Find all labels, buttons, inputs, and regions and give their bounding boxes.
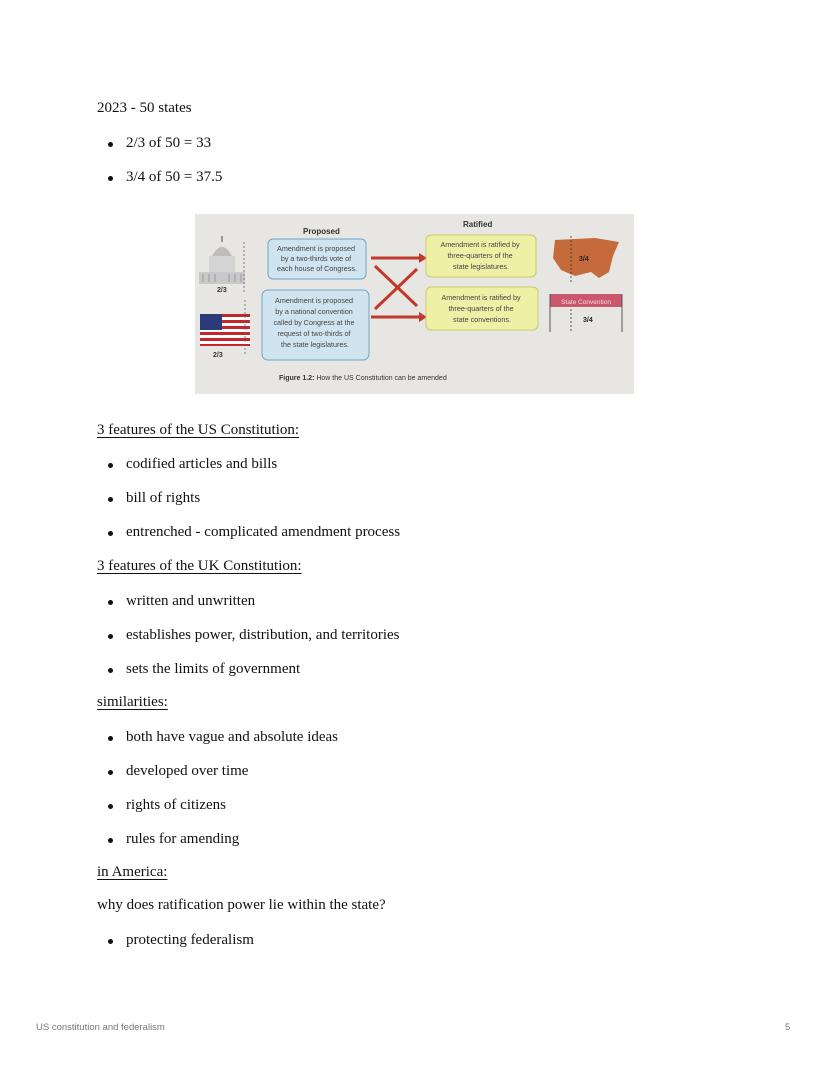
list-item: developed over time [126,763,249,779]
footer-title: US constitution and federalism [36,1022,165,1033]
bullet-dot [108,600,113,605]
flag-fraction-label: 2/3 [213,352,223,359]
bullet-dot [108,939,113,944]
bullet-dot [108,838,113,843]
ratified-conventions-text: Amendment is ratified by three-quarters of the state conventions. [441,293,521,324]
us-flag-icon [200,300,250,354]
capitol-icon [199,236,245,294]
banner-text: State Convention [561,299,611,306]
list-item: sets the limits of government [126,661,301,677]
bullet-dot [108,176,113,181]
list-item: 3/4 of 50 = 37.5 [126,169,223,185]
bullet-dot [108,634,113,639]
bullet-dot [108,770,113,775]
uk-features-heading: 3 features of the UK Constitution: [97,558,302,574]
bullet-dot [108,463,113,468]
ratification-question: why does ratification power lie within the state? [97,897,386,913]
bullet-dot [108,736,113,741]
list-item: both have vague and absolute ideas [126,729,339,745]
amendment-figure [195,214,634,394]
figure-caption: Figure 1.2: How the US Constitution can be amended [279,375,447,382]
us-features-heading: 3 features of the US Constitution: [97,422,300,438]
list-item: establishes power, distribution, and territories [126,627,400,643]
bullet-dot [108,497,113,502]
column-header-proposed: Proposed [303,227,340,236]
page-number: 5 [785,1022,791,1033]
banner-fraction-label: 3/4 [583,317,593,324]
ratified-legislatures-text: Amendment is ratified by three-quarters of the state legislatures. [440,240,520,271]
states-line: 2023 - 50 states [97,100,192,116]
list-item: rules for amending [126,831,240,847]
bullet-dot [108,531,113,536]
bullet-dot [108,668,113,673]
list-item: rights of citizens [126,797,226,813]
list-item: codified articles and bills [126,456,278,472]
bullet-dot [108,804,113,809]
amendment-diagram [195,214,634,394]
list-item: written and unwritten [126,593,256,609]
list-item: bill of rights [126,490,201,506]
proposed-congress-text: Amendment is proposed by a two-thirds vote of each house of Congress. [277,244,357,273]
list-item: 2/3 of 50 = 33 [126,135,212,151]
list-item: protecting federalism [126,932,254,948]
arrows [371,253,427,322]
column-header-ratified: Ratified [463,220,493,229]
bullet-dot [108,142,113,147]
proposed-convention-text: Amendment is proposed by a national convention called by Congress at the request of two-thirds of the state legislatures. [273,296,355,349]
list-item: entrenched - complicated amendment process [126,524,401,540]
similarities-heading: similarities: [97,694,168,710]
map-fraction-label: 3/4 [579,256,589,263]
in-america-heading: in America: [97,864,168,880]
capitol-fraction-label: 2/3 [217,287,227,294]
